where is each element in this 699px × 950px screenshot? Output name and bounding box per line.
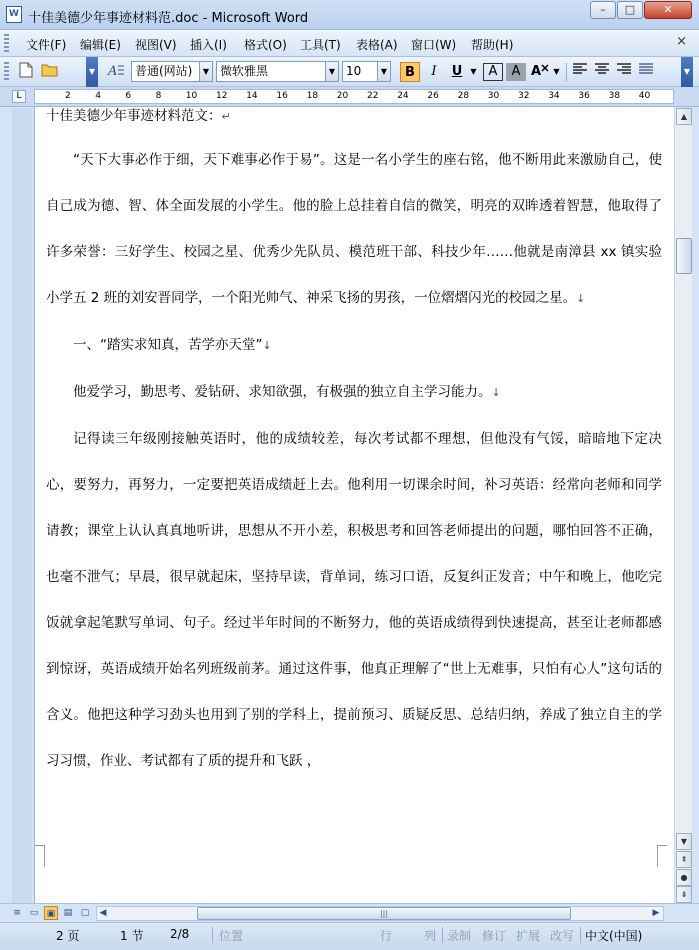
toolbar-grip[interactable] <box>4 62 9 82</box>
reading-layout-view-button[interactable]: ▢ <box>80 908 90 918</box>
ruler-number: 6 <box>125 91 132 101</box>
status-page: 2 页 <box>56 929 80 943</box>
font-size-dropdown-arrow[interactable]: ▼ <box>378 61 391 82</box>
window-title: 十佳美德少年事迹材料范.doc - Microsoft Word <box>28 11 309 26</box>
status-divider <box>580 927 581 943</box>
font-combo[interactable]: 微软雅黑 <box>216 61 326 82</box>
scroll-up-button[interactable]: ▲ <box>676 108 692 125</box>
status-track-changes[interactable]: 修订 <box>482 929 507 943</box>
scroll-right-button[interactable]: ▶ <box>652 908 660 918</box>
justify-icon[interactable] <box>636 62 656 82</box>
ruler-number: 34 <box>548 91 560 101</box>
menu-tools[interactable]: 工具(T) <box>300 38 341 52</box>
toolbar-options-chevron-right[interactable]: ▼ <box>681 57 693 87</box>
character-shading-button[interactable]: A <box>506 63 526 81</box>
ruler-number: 18 <box>306 91 319 101</box>
doc-heading-paragraph[interactable]: 一、“踏实求知真，苦学亦天堂”↓ <box>73 337 272 353</box>
ruler-number: 32 <box>518 91 530 101</box>
title-bar <box>0 0 699 30</box>
menu-grip[interactable] <box>4 34 9 53</box>
menu-table[interactable]: 表格(A) <box>356 38 398 52</box>
status-position: 位置 <box>219 929 244 943</box>
status-bar <box>0 922 699 950</box>
style-dropdown-arrow[interactable]: ▼ <box>200 61 213 82</box>
page-crop-mark-right <box>657 845 667 867</box>
ruler-number: 30 <box>487 91 500 101</box>
styles-pane-icon[interactable] <box>106 62 126 82</box>
status-language[interactable]: 中文(中国) <box>585 929 643 943</box>
maximize-button[interactable]: □ <box>617 1 643 19</box>
close-button[interactable]: ✕ <box>644 1 692 19</box>
status-column: 列 <box>424 929 437 943</box>
document-page[interactable] <box>34 107 674 903</box>
status-page-of: 2/8 <box>170 927 190 941</box>
ruler-number: 2 <box>65 91 71 101</box>
align-right-icon[interactable] <box>614 62 634 82</box>
page-crop-mark-left <box>35 845 45 867</box>
underline-button[interactable]: U <box>451 64 463 79</box>
menu-insert[interactable]: 插入(I) <box>190 38 227 52</box>
ruler-number: 12 <box>216 91 228 101</box>
toolbar-separator <box>566 63 567 81</box>
tab-selector[interactable]: L <box>12 90 26 103</box>
status-overtype[interactable]: 改写 <box>550 929 575 943</box>
svg-text:A: A <box>108 64 118 78</box>
select-browse-object-button[interactable]: ● <box>676 869 692 886</box>
doc-paragraph[interactable]: 他爱学习，勤思考、爱钻研、求知欲强，有极强的独立自主学习能力。↓ <box>73 384 501 400</box>
line-break-mark: ↓ <box>262 339 272 352</box>
status-section: 1 节 <box>120 929 144 943</box>
menu-format[interactable]: 格式(O) <box>244 38 287 52</box>
menu-edit[interactable]: 编辑(E) <box>80 38 121 52</box>
line-break-mark: ↓ <box>576 292 586 305</box>
horizontal-scroll-row <box>0 903 699 922</box>
ruler-number: 36 <box>578 91 590 101</box>
italic-button[interactable]: I <box>431 64 437 79</box>
doc-paragraph[interactable]: “天下大事必作于细，天下难事必作于易”。这是一名小学生的座右铭，他不断用此来激励自己，使自己成为德、智、体全面发展的小学生。他的脸上总挂着自信的微笑，明亮的双眸透着智慧，他取得了许多荣誉：三好学生、校园之星、优秀少先队员、模范班干部、科技少年……他就是南漳县 xx 镇实验小学五 2 班的刘安晋同学，一个阳光帅气、神采飞扬的男孩，一位熠熠闪光的校园之星。↓ <box>46 152 662 306</box>
vertical-ruler <box>12 108 32 903</box>
status-divider <box>442 927 443 943</box>
bold-button[interactable]: B <box>400 62 420 82</box>
status-extend-selection[interactable]: 扩展 <box>516 929 541 943</box>
menu-help[interactable]: 帮助(H) <box>471 38 514 52</box>
scroll-left-button[interactable]: ◀ <box>99 908 107 918</box>
open-folder-icon[interactable] <box>40 62 60 82</box>
ruler-number: 8 <box>155 91 162 101</box>
align-left-icon[interactable] <box>570 62 590 82</box>
ruler-number: 10 <box>185 91 198 101</box>
align-center-icon[interactable] <box>592 62 612 82</box>
ruler-number: 16 <box>276 91 288 101</box>
status-record-macro[interactable]: 录制 <box>447 929 472 943</box>
vertical-scrollbar[interactable] <box>674 108 692 903</box>
line-break-mark: ↓ <box>491 386 501 399</box>
word-app-icon[interactable]: W <box>6 6 22 23</box>
menu-window[interactable]: 窗口(W) <box>411 38 457 52</box>
ruler-number: 22 <box>367 91 379 101</box>
ruler-number: 40 <box>638 91 651 101</box>
style-combo[interactable]: 普通(网站) <box>131 61 200 82</box>
previous-page-button[interactable]: ⇞ <box>676 851 692 868</box>
text-effects-dropdown-arrow[interactable]: ▼ <box>553 67 560 76</box>
ruler-number: 4 <box>95 91 101 101</box>
horizontal-ruler[interactable] <box>34 89 674 104</box>
scroll-down-button[interactable]: ▼ <box>676 833 692 850</box>
ruler-number: 38 <box>608 91 621 101</box>
normal-view-button[interactable]: ≡ <box>13 908 21 918</box>
minimize-button[interactable]: – <box>590 1 616 19</box>
formatting-toolbar <box>0 57 699 87</box>
new-document-icon[interactable] <box>16 62 36 82</box>
print-layout-view-button[interactable]: ▣ <box>44 906 58 920</box>
paragraph-mark: ↵ <box>221 110 231 123</box>
ruler-number: 20 <box>336 91 349 101</box>
ruler-number: 28 <box>457 91 470 101</box>
horizontal-scroll-thumb[interactable]: ||| <box>197 907 571 920</box>
ruler-number: 24 <box>397 91 409 101</box>
status-divider <box>212 927 213 943</box>
font-dropdown-arrow[interactable]: ▼ <box>326 61 339 82</box>
svg-text:A: A <box>531 64 542 78</box>
underline-dropdown-arrow[interactable]: ▼ <box>470 67 477 76</box>
toolbar-options-chevron[interactable]: ▼ <box>86 57 98 87</box>
next-page-button[interactable]: ⇟ <box>676 886 692 903</box>
vertical-scroll-thumb[interactable] <box>676 238 692 274</box>
ruler-number: 14 <box>246 91 258 101</box>
web-layout-view-button[interactable]: ▭ <box>29 908 39 918</box>
document-body[interactable] <box>46 107 662 785</box>
character-border-button[interactable]: A <box>483 63 503 81</box>
menu-file[interactable]: 文件(F) <box>26 38 67 52</box>
horizontal-ruler-row <box>0 87 699 107</box>
doc-paragraph[interactable]: 记得读三年级刚接触英语时，他的成绩较差，每次考试都不理想，但他没有气馁，暗暗地下定决心，要努力，再努力，一定要把英语成绩赶上去。他利用一切课余时间，补习英语：经常向老师和同学请教；课堂上认认真真地听讲，思想从不开小差，积极思考和回答老师提出的问题，哪怕回答不正确，也毫不泄气；早晨，很早就起床，坚持早读，背单词，练习口语，反复纠正发音；中午和晚上，他吃完饭就拿起笔默写单词、句子。经过半年时间的不断努力，他的英语成绩得到快速提高，甚至让老师都感到惊讶，英语成绩开始名列班级前茅。通过这件事，他真正理解了“世上无难事，只怕有心人”这句话的含义。他把这种学习劲头也用到了别的学科上，提前预习、质疑反思、总结归纳，养成了独立自主的学习习惯，作业、考试都有了质的提升和飞跃 ， <box>46 431 662 769</box>
doc-title-paragraph[interactable]: 十佳美德少年事迹材料范文：↵ <box>46 108 231 124</box>
horizontal-scrollbar[interactable] <box>96 906 664 921</box>
outline-view-button[interactable]: ▤ <box>63 908 73 918</box>
ruler-number: 26 <box>427 91 439 101</box>
font-size-combo[interactable]: 10 <box>342 61 378 82</box>
menu-bar <box>0 30 699 57</box>
menu-view[interactable]: 视图(V) <box>135 38 177 52</box>
status-line: 行 <box>380 929 393 943</box>
close-document-button[interactable]: × <box>676 34 687 49</box>
text-effects-icon[interactable] <box>530 62 550 82</box>
